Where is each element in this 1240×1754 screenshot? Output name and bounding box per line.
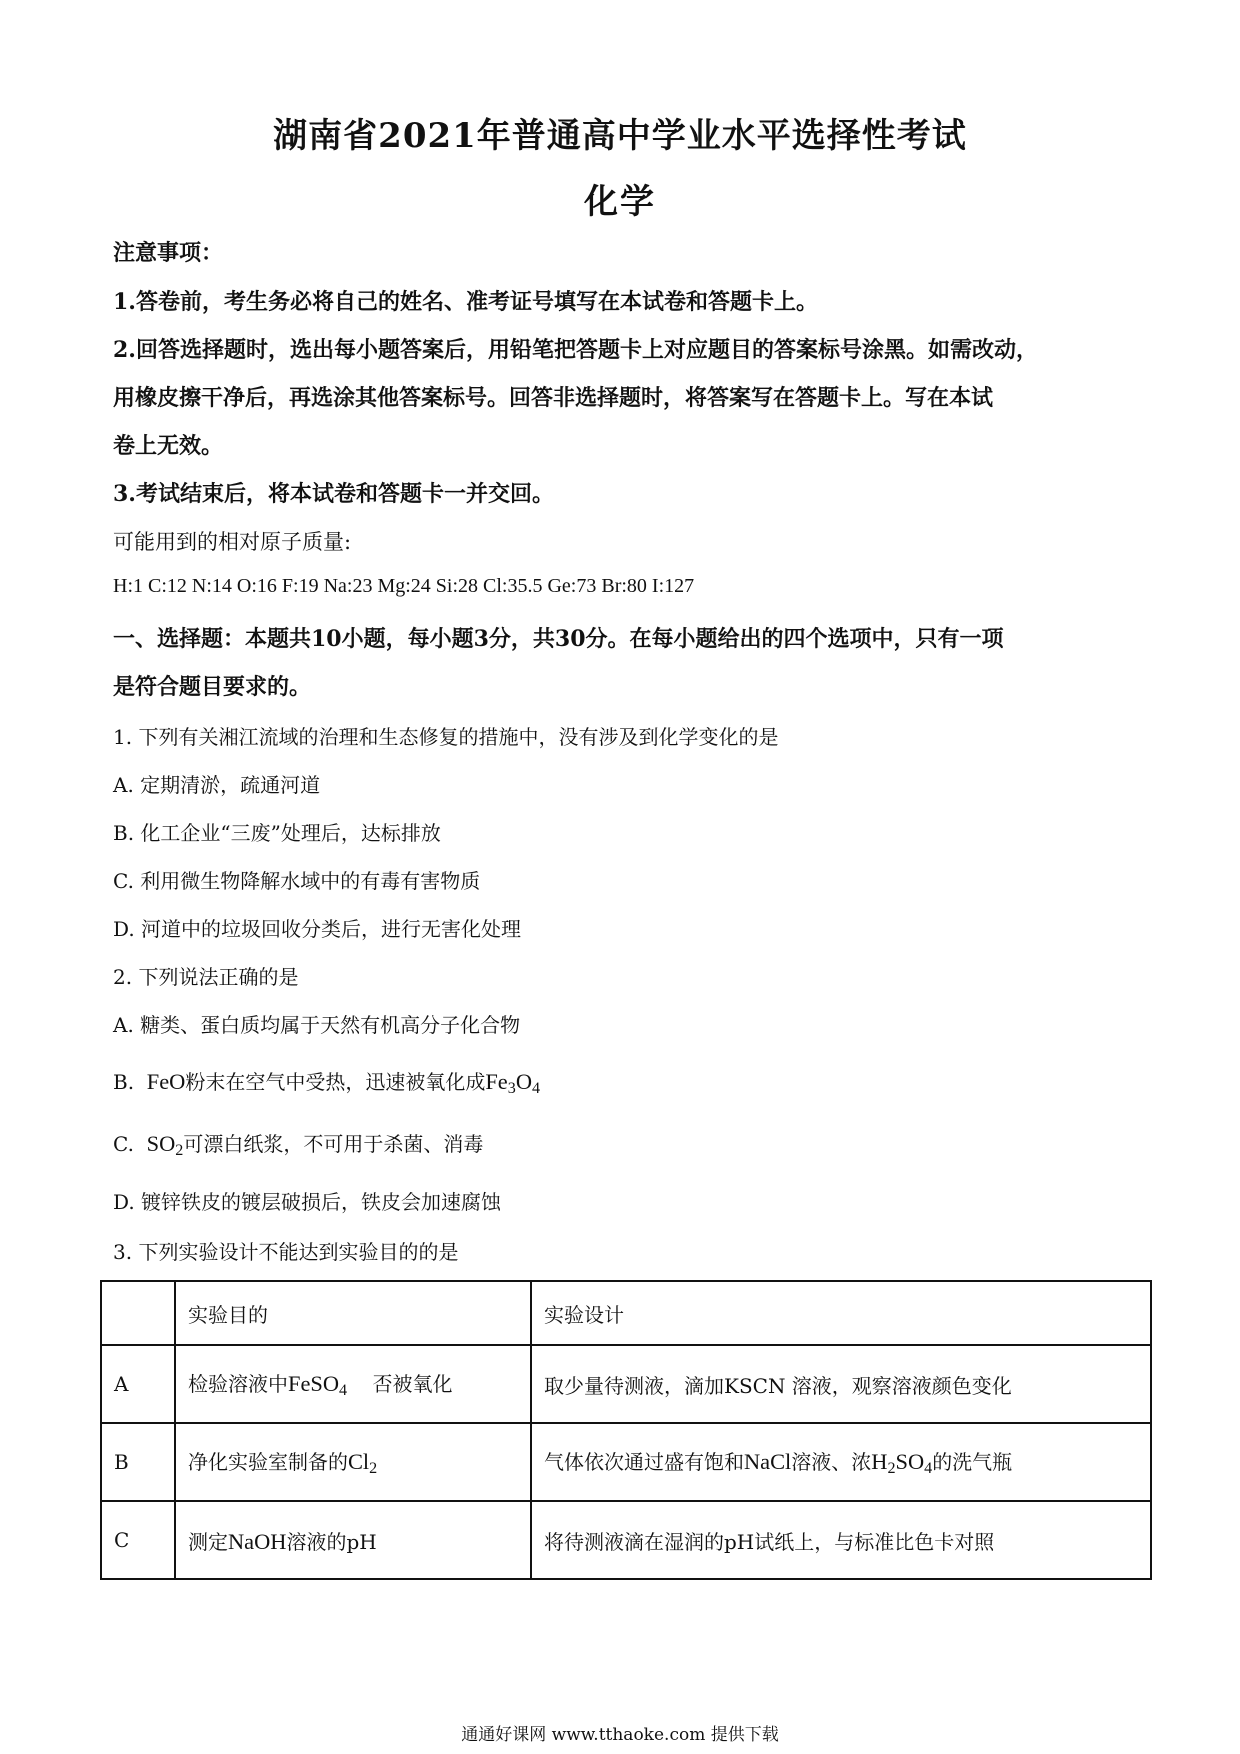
row-a-design: 取少量待测液，滴加KSCN 溶液，观察溶液颜色变化 — [531, 1345, 1151, 1423]
row-label: B — [101, 1423, 175, 1501]
q2-option-b-formula-feo: FeO — [146, 1069, 186, 1094]
row-label: A — [101, 1345, 175, 1423]
row-c-purpose — [175, 1501, 531, 1579]
q2-option-b — [113, 1066, 540, 1098]
formula-subscript: 4 — [339, 1382, 348, 1400]
text-part: 净化实验室制备的 — [188, 1449, 348, 1474]
formula-part: NaCl — [744, 1448, 792, 1474]
formula-part: Cl — [348, 1448, 370, 1474]
formula-part: H — [871, 1448, 888, 1474]
formula-subscript: 2 — [369, 1460, 378, 1478]
notice-item-2-line-3: 卷上无效。 — [113, 433, 224, 459]
notice-item-2-line-1: 2.回答选择题时，选出每小题答案后，用铅笔把答题卡上对应题目的答案标号涂黑。如需改动， — [113, 337, 1038, 363]
atomic-mass-heading: 可能用到的相对原子质量: — [113, 530, 352, 554]
formula-subscript: 2 — [175, 1142, 184, 1160]
q1-stem: 1. 下列有关湘江流域的治理和生态修复的措施中，没有涉及到化学变化的是 — [113, 725, 779, 749]
table-cell — [101, 1281, 175, 1345]
atomic-mass-list: H:1 C:12 N:14 O:16 F:19 Na:23 Mg:24 Si:28 Cl:35.5 Ge:73 Br:80 I:127 — [113, 575, 695, 597]
formula-part: SO — [895, 1448, 925, 1474]
q2-option-b-label: B. — [113, 1070, 135, 1094]
section-1-line-1: 一、选择题：本题共10小题，每小题3分，共30分。在每小题给出的四个选项中，只有一项 — [113, 626, 1004, 652]
notice-item-3: 3.考试结束后，将本试卷和答题卡一并交回。 — [113, 481, 554, 507]
q1-option-b: B. 化工企业“三废”处理后，达标排放 — [113, 821, 441, 845]
formula-subscript: 4 — [531, 1080, 541, 1098]
q3-experiment-table — [100, 1280, 1152, 1580]
text-part: 测定 — [188, 1529, 228, 1554]
subject-title: 化学 — [584, 182, 656, 222]
q2-option-c-label: C. — [113, 1132, 134, 1156]
table-row — [101, 1501, 1151, 1579]
text-part: 溶液、浓 — [791, 1449, 872, 1474]
q2-stem: 2. 下列说法正确的是 — [113, 965, 299, 989]
formula-subscript: 4 — [924, 1460, 933, 1478]
table-header-design: 实验设计 — [531, 1281, 1151, 1345]
row-a-purpose — [175, 1345, 531, 1423]
formula-part: Fe — [485, 1069, 508, 1094]
text-part: 的洗气瓶 — [932, 1449, 1013, 1474]
exam-title: 湖南省2021年普通高中学业水平选择性考试 — [273, 116, 967, 156]
q1-option-d: D. 河道中的垃圾回收分类后，进行无害化处理 — [113, 917, 522, 941]
text-part: 检验溶液中 — [188, 1371, 288, 1396]
table-header-row — [101, 1281, 1151, 1345]
q1-option-a: A. 定期清淤，疏通河道 — [113, 773, 321, 797]
section-1-line-2: 是符合题目要求的。 — [113, 674, 312, 700]
formula-part: O — [515, 1069, 532, 1094]
footer-source: 通通好课网 www.tthaoke.com 提供下载 — [461, 1725, 779, 1745]
formula-subscript: 2 — [887, 1460, 896, 1478]
formula-part: SO — [146, 1131, 176, 1156]
q3-stem: 3. 下列实验设计不能达到实验目的的是 — [113, 1240, 459, 1264]
text-part: 溶液的pH — [286, 1529, 377, 1554]
formula-part: NaOH — [228, 1528, 287, 1554]
formula-part: FeSO — [288, 1370, 340, 1396]
notice-item-1: 1.答卷前，考生务必将自己的姓名、准考证号填写在本试卷和答题卡上。 — [113, 289, 818, 315]
row-b-design — [531, 1423, 1151, 1501]
table-row — [101, 1345, 1151, 1423]
notice-heading: 注意事项： — [113, 240, 224, 266]
notice-item-2-line-2: 用橡皮擦干净后，再选涂其他答案标号。回答非选择题时，将答案写在答题卡上。写在本试 — [113, 385, 994, 411]
q2-option-c — [113, 1128, 483, 1160]
text-part: 否被氧化 — [372, 1371, 453, 1396]
formula-subscript: 3 — [507, 1080, 516, 1098]
table-row — [101, 1423, 1151, 1501]
q2-option-b-text: 粉末在空气中受热，迅速被氧化成 — [185, 1070, 486, 1094]
row-b-purpose — [175, 1423, 531, 1501]
q1-option-c: C. 利用微生物降解水域中的有毒有害物质 — [113, 869, 481, 893]
table-header-purpose: 实验目的 — [175, 1281, 531, 1345]
text-part: 气体依次通过盛有饱和 — [544, 1449, 744, 1474]
q2-option-a: A. 糖类、蛋白质均属于天然有机高分子化合物 — [113, 1013, 521, 1037]
q2-option-d: D. 镀锌铁皮的镀层破损后，铁皮会加速腐蚀 — [113, 1190, 502, 1214]
row-c-design: 将待测液滴在湿润的pH试纸上，与标准比色卡对照 — [531, 1501, 1151, 1579]
q2-option-c-text: 可漂白纸浆，不可用于杀菌、消毒 — [183, 1132, 484, 1156]
row-label: C — [101, 1501, 175, 1579]
